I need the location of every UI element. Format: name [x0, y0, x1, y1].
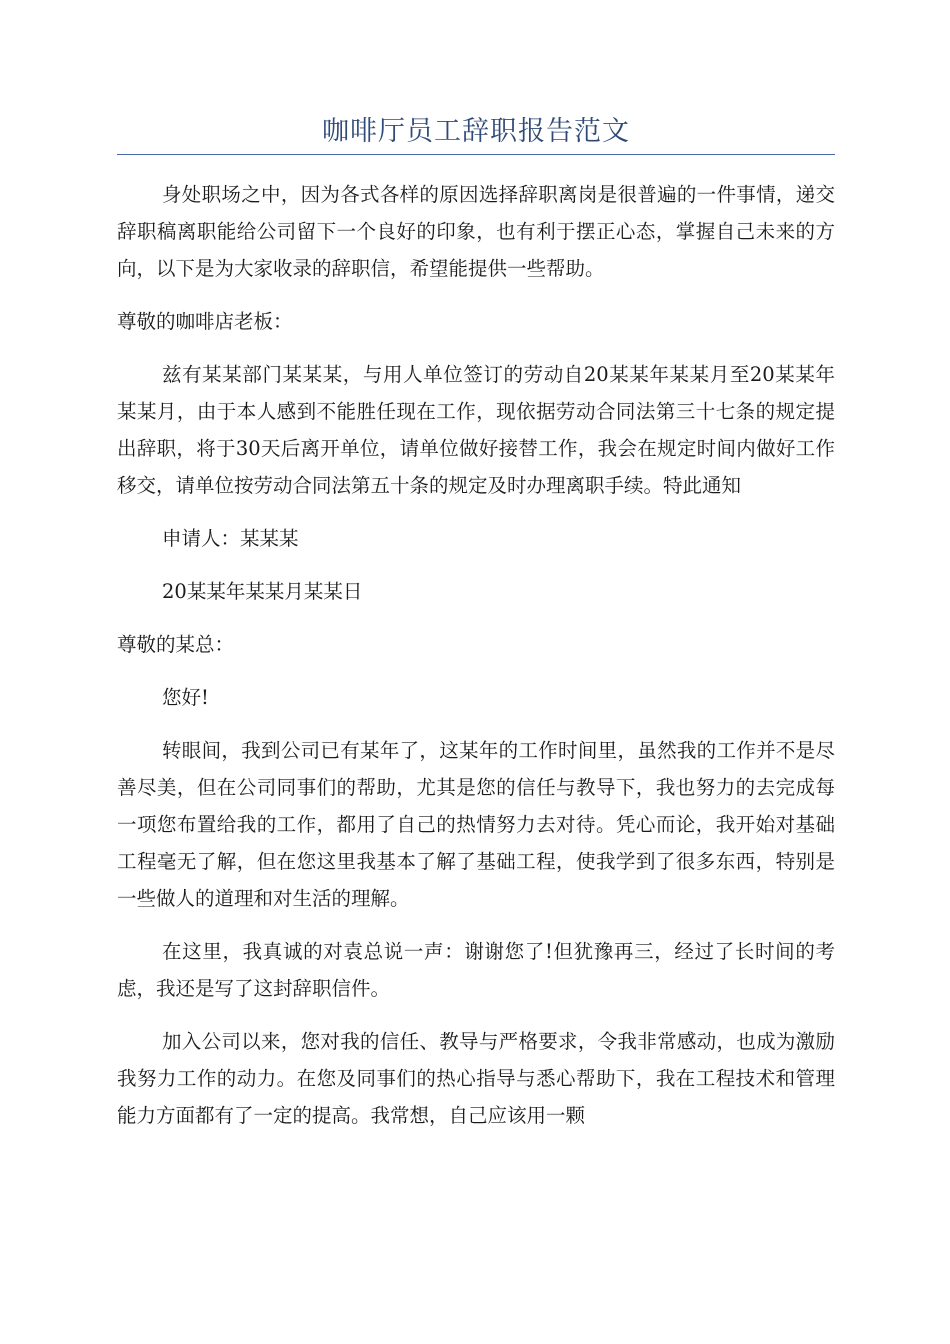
- applicant-line: 申请人：某某某: [162, 527, 299, 550]
- body-paragraph: 在这里，我真诚的对袁总说一声：谢谢您了!但犹豫再三，经过了长时间的考虑，我还是写了这封辞职信件。: [117, 940, 835, 1000]
- notice-paragraph: 兹有某某部门某某某，与用人单位签订的劳动自20某某年某某月至20某某年某某月，由于本人感到不能胜任现在工作，现依据劳动合同法第三十七条的规定提出辞职，将于30天后离开单位，请单位做好接替工作，我会在规定时间内做好工作移交，请单位按劳动合同法第五十条的规定及时办理离职手续。特此通知: [117, 363, 835, 497]
- title-underline: [117, 154, 835, 155]
- document-title: 咖啡厅员工辞职报告范文: [322, 116, 630, 147]
- document-body: [117, 176, 835, 1134]
- intro-paragraph: 身处职场之中，因为各式各样的原因选择辞职离岗是很普遍的一件事情，递交辞职稿离职能给公司留下一个良好的印象，也有利于摆正心态，掌握自己未来的方向，以下是为大家收录的辞职信，希望能提供一些帮助。: [117, 183, 835, 280]
- body-paragraph: 转眼间，我到公司已有某年了，这某年的工作时间里，虽然我的工作并不是尽善尽美，但在公司同事们的帮助，尤其是您的信任与教导下，我也努力的去完成每一项您布置给我的工作，都用了自己的热情努力去对待。凭心而论，我开始对基础工程毫无了解，但在您这里我基本了解了基础工程，使我学到了很多东西，特别是一些做人的道理和对生活的理解。: [117, 739, 835, 910]
- greeting-line: 您好!: [162, 686, 209, 709]
- salutation-paragraph: 尊敬的某总：: [117, 633, 235, 656]
- salutation-paragraph: 尊敬的咖啡店老板：: [117, 310, 293, 333]
- date-line: 20某某年某某月某某日: [162, 580, 363, 603]
- body-paragraph: 加入公司以来，您对我的信任、教导与严格要求，令我非常感动，也成为激励我努力工作的动力。在您及同事们的热心指导与悉心帮助下，我在工程技术和管理能力方面都有了一定的提高。我常想，自己应该用一颗: [117, 1030, 835, 1127]
